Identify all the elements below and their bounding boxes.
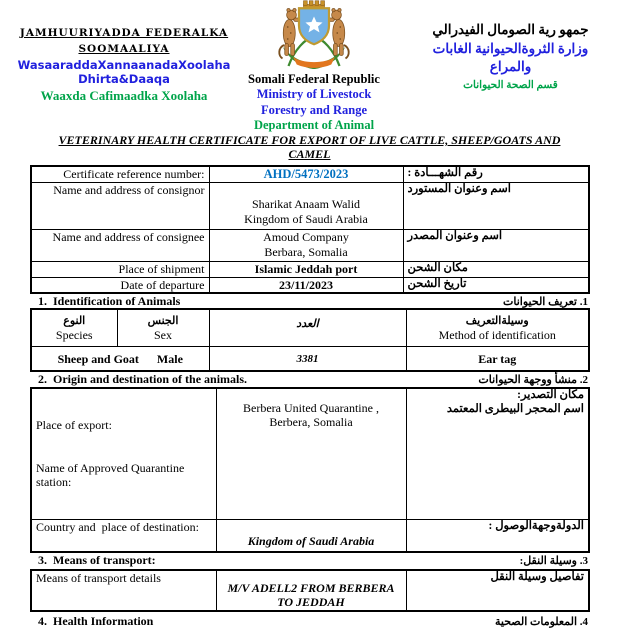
date-of-departure-label: Date of departure — [31, 277, 209, 293]
section1-title-arabic: 1. تعريف الحيوانات — [503, 296, 588, 309]
method-header-arabic: وسيلةالتعريف — [465, 315, 529, 328]
consignee-row — [31, 230, 589, 262]
place-of-export-row — [31, 388, 589, 519]
section3-header — [30, 553, 588, 569]
header-center-block — [238, 0, 390, 133]
method-column-header — [406, 309, 589, 346]
section3-title-english: 3. Means of transport: — [38, 553, 156, 568]
destination-row — [31, 519, 589, 552]
country-name-somali-line1: JAMHUURIYADDA FEDERALKA — [19, 27, 229, 39]
species-header-english: Species — [55, 328, 93, 343]
ministry-name-arabic-line2: والمراع — [489, 59, 532, 75]
transport-details-row — [31, 570, 589, 611]
quarantine-city: Berbera, Somalia — [269, 415, 353, 430]
certificate-reference-row — [31, 166, 589, 183]
section2-title-arabic: 2. منشأ ووجهة الحيوانات — [478, 374, 588, 387]
section4-title-english: 4. Health Information — [38, 613, 154, 628]
date-of-departure-row — [31, 277, 589, 293]
identification-table — [30, 308, 590, 372]
sex-value: Male — [156, 351, 183, 366]
consignor-name: Sharikat Anaam Walid — [251, 197, 361, 212]
certificate-reference-label-arabic: رقم الشهـــادة : — [403, 166, 589, 183]
consignor-row — [31, 183, 589, 230]
identification-data-row — [31, 346, 589, 371]
section4-title-arabic: 4. المعلومات الصحية — [494, 615, 588, 628]
ministry-name-english-line2: Forestry and Range — [260, 102, 367, 117]
consignor-label-arabic: اسم وعنوان المستورد — [403, 183, 589, 230]
number-column-header: العدد — [209, 309, 406, 346]
place-of-shipment-row — [31, 262, 589, 277]
identification-header-row — [31, 309, 589, 346]
place-of-export-label-line1: Place of export: — [36, 417, 112, 432]
vessel-route-line1: M/V ADELL2 FROM BERBERA — [227, 581, 395, 596]
department-name-english: Department of Animal — [253, 117, 375, 132]
place-of-export-label-arabic — [406, 388, 589, 519]
species-sex-cell — [31, 346, 209, 371]
country-name-somali-line2: SOOMAALIYA — [78, 42, 170, 55]
date-of-departure-label-arabic: تاريخ الشحن — [403, 277, 589, 293]
consignor-label: Name and address of consignor — [31, 183, 209, 230]
method-header-english: Method of identification — [438, 328, 556, 343]
origin-destination-table — [30, 387, 590, 553]
quarantine-name: Berbera United Quarantine , — [243, 401, 379, 416]
consignee-city: Berbara, Somalia — [264, 244, 348, 259]
department-name-arabic: قسم الصحة الحيوانات — [463, 79, 558, 91]
document-header — [0, 0, 619, 131]
certificate-reference-label: Certificate reference number: — [31, 166, 209, 183]
ministry-name-somali-line2: Dhirta&Daaqa — [78, 72, 170, 87]
place-of-shipment-label: Place of shipment — [31, 262, 209, 277]
sex-header-arabic: الجنس — [147, 315, 179, 328]
place-of-export-arabic-line1: مكان التصدير: — [517, 389, 584, 402]
consignor-value — [209, 183, 403, 230]
section1-header — [30, 294, 588, 308]
date-of-departure-value: 23/11/2023 — [209, 277, 403, 293]
destination-label: Country and place of destination: — [31, 519, 216, 552]
place-of-shipment-value: Islamic Jeddah port — [209, 262, 403, 277]
transport-details-value — [216, 570, 406, 611]
section2-title-english: 2. Origin and destination of the animals. — [38, 372, 248, 387]
quarantine-station-value — [216, 388, 406, 519]
transport-details-label-arabic: تفاصيل وسيلة النقل — [406, 570, 589, 611]
ministry-name-english-line1: Ministry of Livestock — [256, 87, 372, 102]
document-title: VETERINARY HEALTH CERTIFICATE FOR EXPORT OF LIVE CATTLE, SHEEP/GOATS AND CAMEL — [58, 133, 561, 162]
ministry-name-arabic-line1: وزارة الثروةالحيوانية الغابات — [432, 41, 589, 57]
animal-count-value: 3381 — [209, 346, 406, 371]
quarantine-station-label: Name of Approved Quarantine station: — [36, 461, 188, 490]
identification-method-value: Ear tag — [406, 346, 589, 371]
destination-country: Kingdom of Saudi Arabia — [247, 533, 375, 548]
transport-table — [30, 569, 590, 612]
destination-value — [216, 519, 406, 552]
somalia-coat-of-arms-icon — [267, 0, 361, 72]
consignee-value — [209, 230, 403, 262]
section2-header — [30, 372, 588, 387]
consignee-name: Amoud Company — [263, 230, 349, 245]
certificate-reference-value: AHD/5473/2023 — [209, 166, 403, 183]
species-value: Sheep and Goat — [57, 351, 139, 366]
section4-header — [30, 614, 588, 628]
country-name-english: Somali Federal Republic — [248, 72, 380, 86]
consignee-label: Name and address of consignee — [31, 230, 209, 262]
header-arabic-block — [408, 20, 613, 96]
header-somali-block — [8, 26, 240, 106]
department-name-somali: Waaxda Cafimaadka Xoolaha — [40, 88, 208, 104]
sex-column-header — [117, 309, 209, 346]
vessel-route-line2: TO JEDDAH — [277, 595, 345, 610]
destination-label-arabic: الدولةوجهةالوصول : — [406, 519, 589, 552]
country-name-arabic: جمهو رية الصومال الفيدرالي — [432, 22, 589, 37]
consignee-label-arabic: اسم وعنوان المصدر — [403, 230, 589, 262]
transport-details-label: Means of transport details — [31, 570, 216, 611]
species-header-arabic: النوع — [63, 315, 86, 328]
place-of-export-label — [31, 388, 216, 519]
place-of-shipment-label-arabic: مكان الشحن — [403, 262, 589, 277]
place-of-export-arabic-line2: اسم المحجر البيطرى المعتمد — [446, 402, 584, 415]
species-column-header — [31, 309, 117, 346]
ministry-name-somali-line1: WasaaraddaXannaanadaXoolaha — [17, 57, 231, 72]
section1-title-english: 1. Identification of Animals — [38, 294, 181, 309]
sex-header-english: Sex — [154, 328, 172, 343]
certificate-info-table — [30, 165, 590, 294]
section3-title-arabic: 3. وسيلة النقل: — [519, 555, 588, 568]
consignor-country: Kingdom of Saudi Arabia — [244, 211, 368, 226]
